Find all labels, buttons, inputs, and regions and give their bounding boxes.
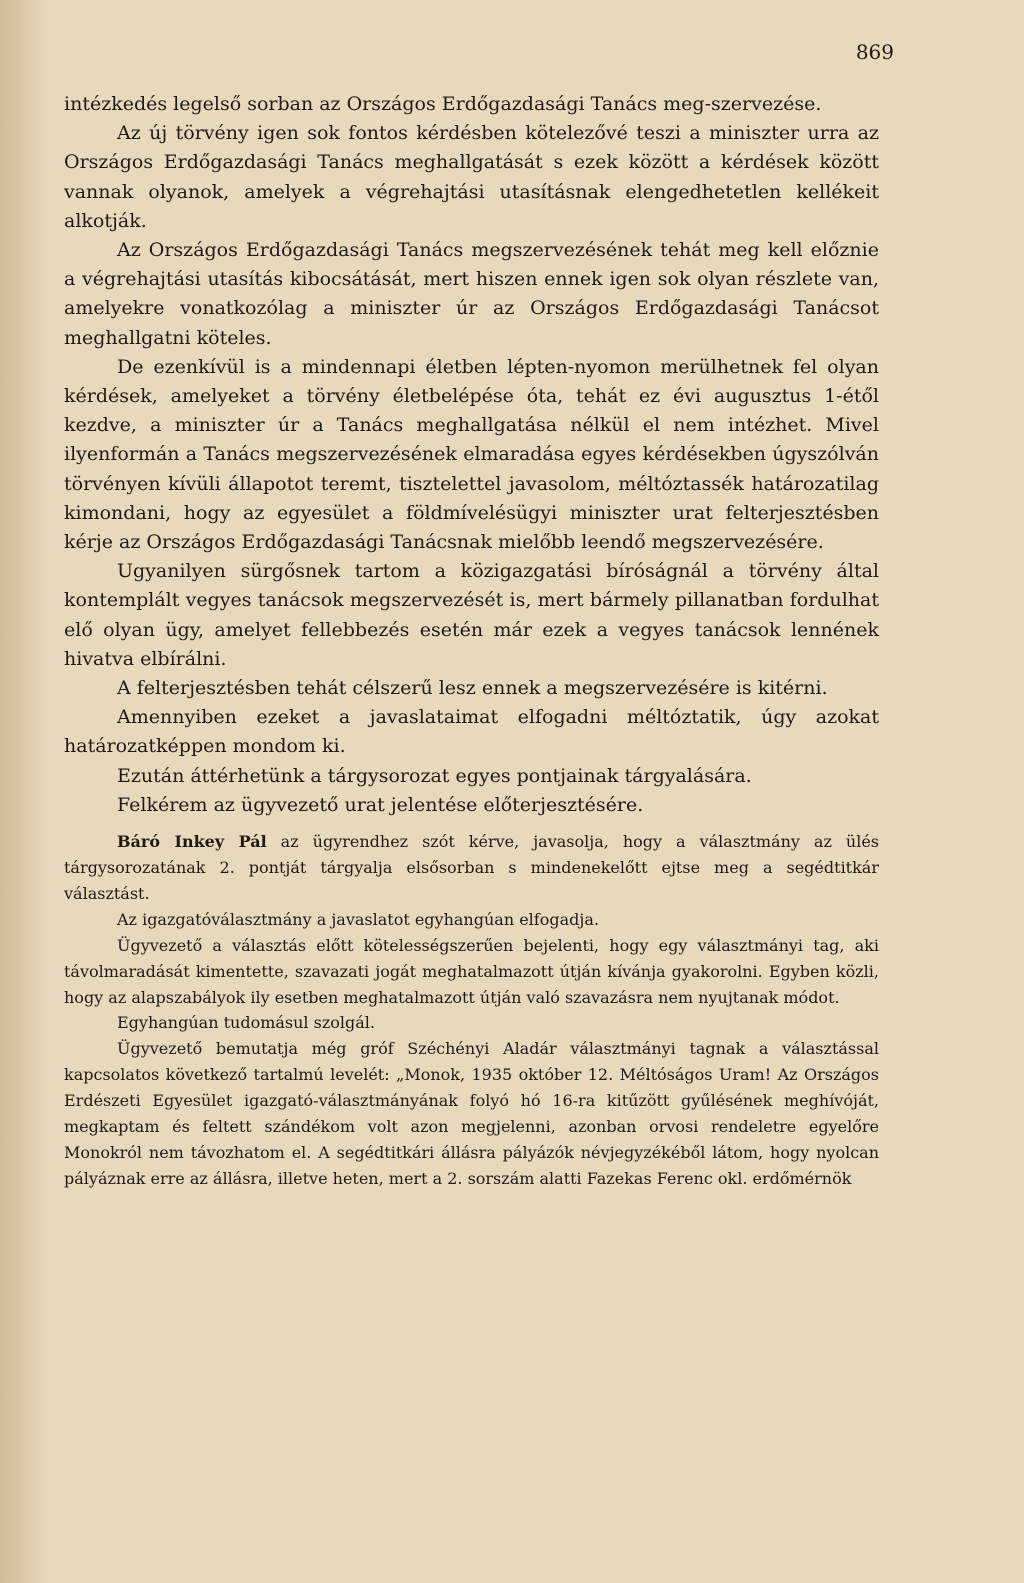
minutes-paragraph: Ügyvezető a választás előtt kötelességszerűen bejelenti, hogy egy választmányi tag, aki távolmaradását kimentette, szavazati jogát meghatalmazott útján kívánja gyakorolni. Egyben közli, hogy az alapszabályok ily esetben meghatalmazott útján való szavazásra nem nyujtanak módot. (64, 935, 879, 1007)
minutes-paragraph (64, 829, 879, 907)
page-binding-shadow (0, 0, 46, 1583)
page-text (64, 90, 879, 1192)
speech-section (64, 90, 879, 820)
minutes-section (64, 829, 879, 1192)
paragraph: intézkedés legelső sorban az Országos Erdőgazdasági Tanács meg-szervezése. (64, 93, 822, 115)
paragraph: Felkérem az ügyvezető urat jelentése előterjesztésére. (117, 793, 644, 816)
minutes-paragraph: Az igazgatóválasztmány a javaslatot egyhangúan elfogadja. (117, 909, 599, 929)
paragraph: Az új törvény igen sok fontos kérdésben kötelezővé teszi a miniszter urra az Országos Erdőgazdasági Tanács meghallgatását s ezek között a kérdések között vannak olyanok, amelyek a végrehajtási utasításnak elengedhetetlen kellékeit alkotják. (64, 122, 879, 232)
paragraph: A felterjesztésben tehát célszerű lesz ennek a megszervezésére is kitérni. (117, 677, 828, 700)
speaker-name: Báró Inkey Pál (117, 832, 267, 852)
paragraph: De ezenkívül is a mindennapi életben lépten-nyomon merülhetnek fel olyan kérdések, amelyeket a törvény életbelépése óta, tehát ez évi augusztus 1-étől kezdve, a miniszter úr a Tanács meghallgatása nélkül el nem intézhet. Mivel ilyenformán a Tanács megszervezésének elmaradása egyes kérdésekben úgyszólván törvényen kívüli állapotot teremt, tisztelettel javasolom, méltóztassék határozatilag kimondani, hogy az egyesület a földmívelésügyi miniszter urat felterjesztésben kérje az Országos Erdőgazdasági Tanácsnak mielőbb leendő megszervezésére. (64, 355, 879, 554)
page-number: 869 (855, 40, 894, 64)
minutes-text: az ügyrendhez szót kérve, javasolja, hogy a választmány az ülés tárgysorozatának 2. pontját tárgyalja elsősorban s mindenekelőtt ejtse meg a segédtitkár választást. (64, 832, 880, 903)
paragraph: Ezután áttérhetünk a tárgysorozat egyes pontjainak tárgyalására. (117, 764, 752, 787)
paragraph: Ugyanilyen sürgősnek tartom a közigazgatási bíróságnál a törvény által kontemplált vegyes tanácsok megszervezését is, mert bármely pillanatban fordulhat elő olyan ügy, amelyet fellebbezés esetén már ezek a vegyes tanácsok lennének hivatva elbírálni. (64, 560, 879, 670)
paragraph: Az Országos Erdőgazdasági Tanács megszervezésének tehát meg kell előznie a végrehajtási utasítás kibocsátását, mert hiszen ennek igen sok olyan részlete van, amelyekre vonatkozólag a miniszter úr az Országos Erdőgazdasági Tanácsot meghallgatni köteles. (64, 239, 879, 349)
paragraph: Amennyiben ezeket a javaslataimat elfogadni méltóztatik, úgy azokat határozatképpen mondom ki. (64, 706, 879, 758)
minutes-paragraph: Ügyvezető bemutatja még gróf Széchényi Aladár választmányi tagnak a választással kapcsolatos következő tartalmú levelét: „Monok, 1935 október 12. Méltóságos Uram! Az Országos Erdészeti Egyesület igazgató-választmányának folyó hó 16-ra kitűzött gyűlésének meghívóját, megkaptam és feltett szándékom volt azon megjelenni, azonban orvosi rendeletre egyelőre Monokról nem távozhatom el. A segédtitkári állásra pályázók névjegyzékéből látom, hogy nyolcan pályáznak erre az állásra, illetve heten, mert a 2. sorszám alatti Fazekas Ferenc okl. erdőmérnök (64, 1039, 879, 1188)
minutes-paragraph: Egyhangúan tudomásul szolgál. (117, 1013, 375, 1033)
